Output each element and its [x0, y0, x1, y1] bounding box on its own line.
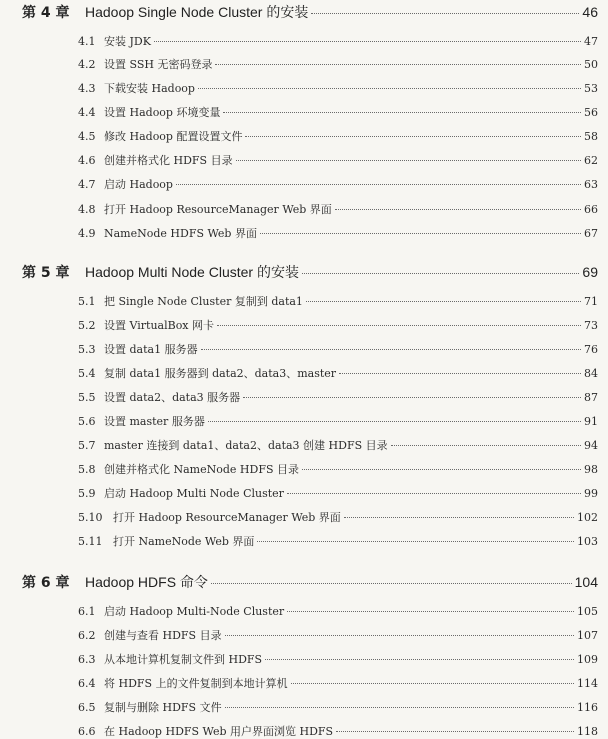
section-title: 复制 data1 服务器到 data2、data3、master: [104, 367, 337, 380]
section-title: 设置 SSH 无密码登录: [104, 58, 213, 71]
leader-dots: [225, 707, 574, 708]
section-number: 5.10: [78, 511, 103, 524]
section-row: [78, 152, 598, 168]
leader-dots: [225, 635, 574, 636]
section-row: [78, 176, 598, 192]
section-title: 下载安装 Hadoop: [104, 82, 195, 95]
section-title: 设置 data2、data3 服务器: [104, 391, 241, 404]
section-row: [78, 699, 598, 715]
leader-dots: [154, 41, 581, 42]
section-row: [78, 104, 598, 120]
section-row: [78, 341, 598, 357]
section-page: 50: [584, 58, 598, 71]
section-page: 114: [577, 677, 598, 690]
section-title: 创建与查看 HDFS 目录: [104, 629, 222, 642]
section-title: 设置 VirtualBox 网卡: [104, 319, 215, 332]
chapter-page: 104: [574, 574, 598, 590]
leader-dots: [339, 373, 581, 374]
leader-dots: [291, 683, 574, 684]
section-number: 4.4: [78, 106, 96, 119]
section-page: 105: [577, 605, 598, 618]
section-number: 4.6: [78, 154, 96, 167]
section-number: 4.9: [78, 227, 96, 240]
section-number: 4.2: [78, 58, 96, 71]
leader-dots: [302, 469, 581, 470]
section-number: 5.1: [78, 295, 96, 308]
section-page: 84: [584, 367, 598, 380]
section-page: 71: [584, 295, 598, 308]
leader-dots: [245, 136, 581, 137]
section-number: 6.3: [78, 653, 96, 666]
section-row: [78, 533, 598, 549]
section-page: 47: [584, 35, 598, 48]
section-row: [78, 509, 598, 525]
section-number: 5.2: [78, 319, 96, 332]
section-page: 62: [584, 154, 598, 167]
leader-dots: [287, 493, 581, 494]
section-page: 102: [577, 511, 598, 524]
section-page: 116: [577, 701, 598, 714]
section-number: 5.6: [78, 415, 96, 428]
leader-dots: [257, 541, 574, 542]
section-number: 4.5: [78, 130, 96, 143]
section-row: [78, 675, 598, 691]
leader-dots: [311, 13, 579, 14]
chapter-label: 第 5 章: [22, 265, 70, 281]
section-title: 启动 Hadoop: [104, 178, 173, 191]
section-title: 安装 JDK: [104, 35, 151, 48]
chapter-title: Hadoop HDFS 命令: [85, 574, 208, 590]
section-page: 56: [584, 106, 598, 119]
section-page: 76: [584, 343, 598, 356]
leader-dots: [391, 445, 581, 446]
section-row: [78, 485, 598, 501]
chapter-row: [22, 262, 598, 282]
leader-dots: [215, 64, 581, 65]
chapter-title: Hadoop Single Node Cluster 的安装: [85, 4, 309, 20]
section-number: 6.5: [78, 701, 96, 714]
section-page: 58: [584, 130, 598, 143]
leader-dots: [335, 209, 581, 210]
section-number: 5.3: [78, 343, 96, 356]
section-title: 启动 Hadoop Multi-Node Cluster: [104, 605, 285, 618]
section-row: [78, 437, 598, 453]
leader-dots: [198, 88, 581, 89]
chapter-page: 46: [582, 4, 598, 20]
section-row: [78, 128, 598, 144]
section-row: [78, 627, 598, 643]
section-title: 打开 NameNode Web 界面: [113, 535, 255, 548]
section-number: 5.7: [78, 439, 96, 452]
section-row: [78, 225, 598, 241]
leader-dots: [265, 659, 574, 660]
section-title: 设置 data1 服务器: [104, 343, 198, 356]
section-page: 107: [577, 629, 598, 642]
section-number: 5.4: [78, 367, 96, 380]
section-row: [78, 651, 598, 667]
section-number: 6.1: [78, 605, 96, 618]
leader-dots: [201, 349, 581, 350]
section-row: [78, 317, 598, 333]
section-title: 把 Single Node Cluster 复制到 data1: [104, 295, 303, 308]
section-page: 103: [577, 535, 598, 548]
section-number: 4.1: [78, 35, 96, 48]
leader-dots: [211, 583, 572, 584]
section-number: 5.11: [78, 535, 103, 548]
section-number: 6.2: [78, 629, 96, 642]
leader-dots: [236, 160, 581, 161]
section-number: 5.9: [78, 487, 96, 500]
leader-dots: [287, 611, 574, 612]
section-row: [78, 80, 598, 96]
section-title: 将 HDFS 上的文件复制到本地计算机: [104, 677, 288, 690]
leader-dots: [223, 112, 581, 113]
section-row: [78, 723, 598, 739]
section-title: 创建并格式化 HDFS 目录: [104, 154, 233, 167]
section-row: [78, 56, 598, 72]
section-page: 98: [584, 463, 598, 476]
section-title: 设置 Hadoop 环境变量: [104, 106, 221, 119]
leader-dots: [306, 301, 581, 302]
section-row: [78, 461, 598, 477]
section-title: 启动 Hadoop Multi Node Cluster: [104, 487, 284, 500]
leader-dots: [302, 273, 579, 274]
section-page: 99: [584, 487, 598, 500]
section-row: [78, 365, 598, 381]
section-page: 66: [584, 203, 598, 216]
section-number: 4.8: [78, 203, 96, 216]
section-title: 在 Hadoop HDFS Web 用户界面浏览 HDFS: [104, 725, 334, 738]
section-title: 修改 Hadoop 配置设置文件: [104, 130, 243, 143]
section-page: 118: [577, 725, 598, 738]
chapter-label: 第 6 章: [22, 575, 70, 591]
section-page: 73: [584, 319, 598, 332]
section-title: NameNode HDFS Web 界面: [104, 227, 257, 240]
leader-dots: [336, 731, 574, 732]
chapter-title: Hadoop Multi Node Cluster 的安装: [85, 264, 299, 280]
section-title: 打开 Hadoop ResourceManager Web 界面: [104, 203, 332, 216]
section-number: 4.7: [78, 178, 96, 191]
section-number: 4.3: [78, 82, 96, 95]
section-title: 从本地计算机复制文件到 HDFS: [104, 653, 263, 666]
leader-dots: [243, 397, 581, 398]
chapter-page: 69: [582, 264, 598, 280]
section-title: 复制与删除 HDFS 文件: [104, 701, 222, 714]
leader-dots: [208, 421, 581, 422]
section-page: 94: [584, 439, 598, 452]
section-number: 6.6: [78, 725, 96, 738]
section-page: 67: [584, 227, 598, 240]
leader-dots: [217, 325, 581, 326]
chapter-row: [22, 572, 598, 592]
section-page: 53: [584, 82, 598, 95]
section-number: 5.8: [78, 463, 96, 476]
leader-dots: [260, 233, 581, 234]
section-number: 6.4: [78, 677, 96, 690]
section-row: [78, 293, 598, 309]
chapter-row: [22, 2, 598, 22]
section-row: [78, 413, 598, 429]
leader-dots: [176, 184, 581, 185]
section-row: [78, 33, 598, 49]
section-title: 打开 Hadoop ResourceManager Web 界面: [113, 511, 341, 524]
section-number: 5.5: [78, 391, 96, 404]
section-row: [78, 603, 598, 619]
leader-dots: [344, 517, 574, 518]
section-title: 创建并格式化 NameNode HDFS 目录: [104, 463, 299, 476]
section-row: [78, 201, 598, 217]
section-title: 设置 master 服务器: [104, 415, 205, 428]
section-page: 63: [584, 178, 598, 191]
section-page: 87: [584, 391, 598, 404]
section-page: 91: [584, 415, 598, 428]
chapter-label: 第 4 章: [22, 5, 70, 21]
section-page: 109: [577, 653, 598, 666]
section-row: [78, 389, 598, 405]
section-title: master 连接到 data1、data2、data3 创建 HDFS 目录: [104, 439, 388, 452]
